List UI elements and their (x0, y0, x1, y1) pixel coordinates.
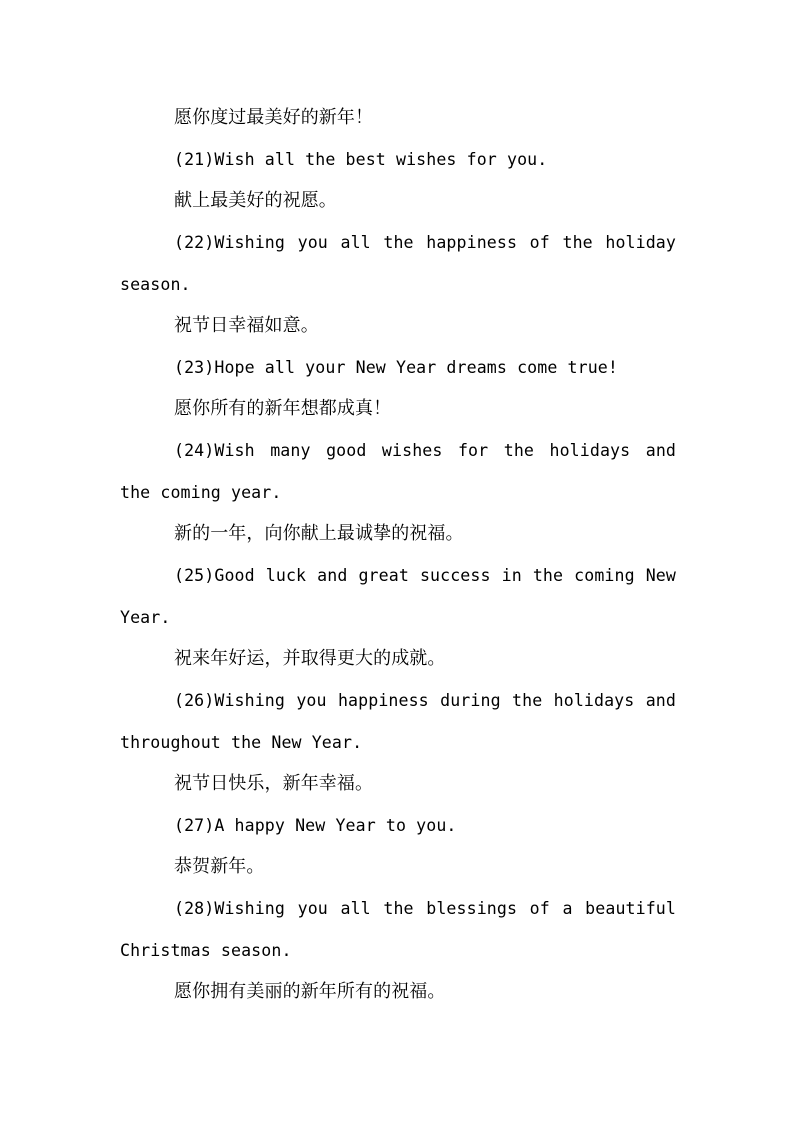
paragraph-en-24: (24)Wish many good wishes for the holidays and the coming year. (120, 441, 676, 502)
paragraph-cn-26: 祝节日快乐，新年幸福。 (174, 773, 374, 794)
paragraph-en-25: (25)Good luck and great success in the coming New Year. (120, 566, 676, 627)
paragraph-cn-28: 愿你拥有美丽的新年所有的祝福。 (174, 981, 446, 1002)
paragraph-cn-27: 恭贺新年。 (174, 856, 265, 877)
paragraph-en-23: (23)Hope all your New Year dreams come true! (174, 358, 618, 377)
paragraph-en-27: (27)A happy New Year to you. (174, 816, 457, 835)
paragraph-en-21: (21)Wish all the best wishes for you. (174, 150, 548, 169)
paragraph-cn-21: 献上最美好的祝愿。 (174, 190, 337, 211)
paragraph-cn-23: 愿你所有的新年想都成真！ (174, 398, 392, 419)
paragraph-cn-22: 祝节日幸福如意。 (174, 315, 319, 336)
paragraph-en-26: (26)Wishing you happiness during the holidays and throughout the New Year. (120, 691, 676, 752)
paragraph-en-28: (28)Wishing you all the blessings of a beautiful Christmas season. (120, 899, 676, 960)
paragraph-cn-25: 祝来年好运，并取得更大的成就。 (174, 648, 446, 669)
paragraph-cn-24: 新的一年，向你献上最诚挚的祝福。 (174, 523, 464, 544)
paragraph-en-22: (22)Wishing you all the happiness of the holiday season. (120, 233, 676, 294)
paragraph-cn-1: 愿你度过最美好的新年！ (174, 107, 374, 128)
